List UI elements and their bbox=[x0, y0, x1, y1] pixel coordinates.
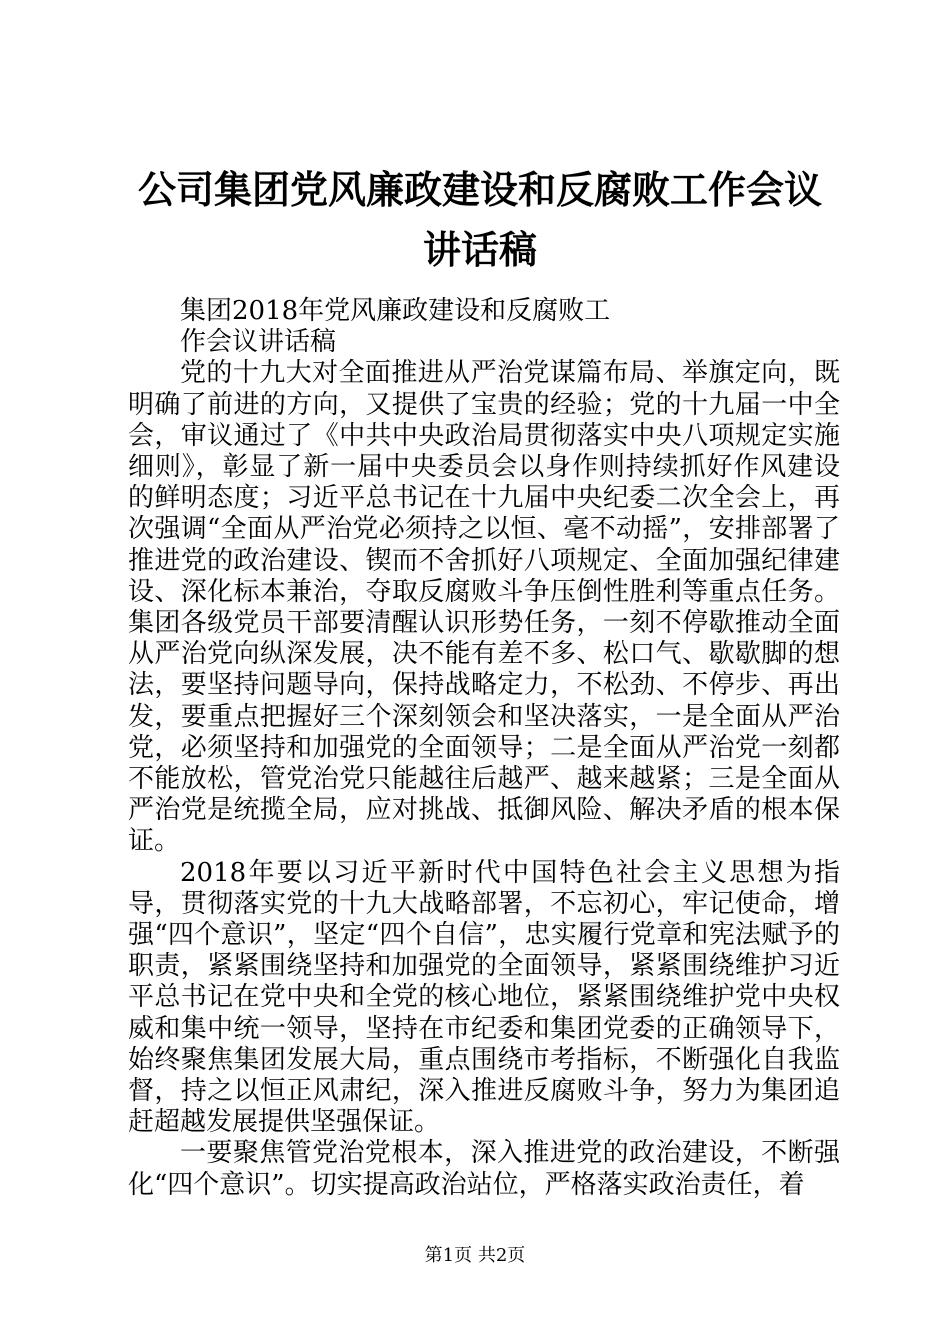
body-paragraph: 作会议讲话稿 bbox=[180, 327, 337, 358]
body-paragraph: 一要聚焦管党治党根本，深入推进党的政治建设，不断强化“四个意识”。切实提高政治站位，严格落实政治责任，着 bbox=[128, 1138, 840, 1200]
body-paragraph: 党的十九大对全面推进从严治党谋篇布局、举旗定向，既明确了前进的方向，又提供了宝贵的经验；党的十九届一中全会，审议通过了《中共中央政治局贯彻落实中央八项规定实施细则》，彰显了新一届中央委员会以身作则持续抓好作风建设的鲜明态度；习近平总书记在十九届中央纪委二次全会上，再次强调“全面从严治党必须持之以恒、毫不动摇”，安排部署了推进党的政治建设、锲而不舍抓好八项规定、全面加强纪律建设、深化标本兼治，夺取反腐败斗争压倒性胜利等重点任务。集团各级党员干部要清醒认识形势任务，一刻不停歇推动全面从严治党向纵深发展，决不能有差不多、松口气、歇歇脚的想法，要坚持问题导向，保持战略定力，不松劲、不停步、再出发，要重点把握好三个深刻领会和坚决落实，一是全面从严治党，必须坚持和加强党的全面领导；二是全面从严治党一刻都不能放松，管党治党只能越往后越严、越来越紧；三是全面从严治党是统揽全局，应对挑战、抵御风险、解决矛盾的根本保证。 bbox=[128, 358, 840, 857]
page-indicator: 第1页 共2页 bbox=[424, 1245, 526, 1266]
document-body bbox=[128, 296, 840, 1201]
document-title: 公司集团党风廉政建设和反腐败工作会议讲话稿 bbox=[137, 168, 822, 272]
body-paragraph: 2018年要以习近平新时代中国特色社会主义思想为指导，贯彻落实党的十九大战略部署，不忘初心，牢记使命，增强“四个意识”，坚定“四个自信”，忠实履行党章和宪法赋予的职责，紧紧围绕坚持和加强党的全面领导，紧紧围绕维护习近平总书记在党中央和全党的核心地位，紧紧围绕维护党中央权威和集中统一领导，坚持在市纪委和集团党委的正确领导下，始终聚焦集团发展大局，重点围绕市考指标，不断强化自我监督，持之以恒正风肃纪，深入推进反腐败斗争，努力为集团追赶超越发展提供坚强保证。 bbox=[128, 857, 840, 1138]
body-paragraph: 集团2018年党风廉政建设和反腐败工 bbox=[180, 296, 611, 326]
